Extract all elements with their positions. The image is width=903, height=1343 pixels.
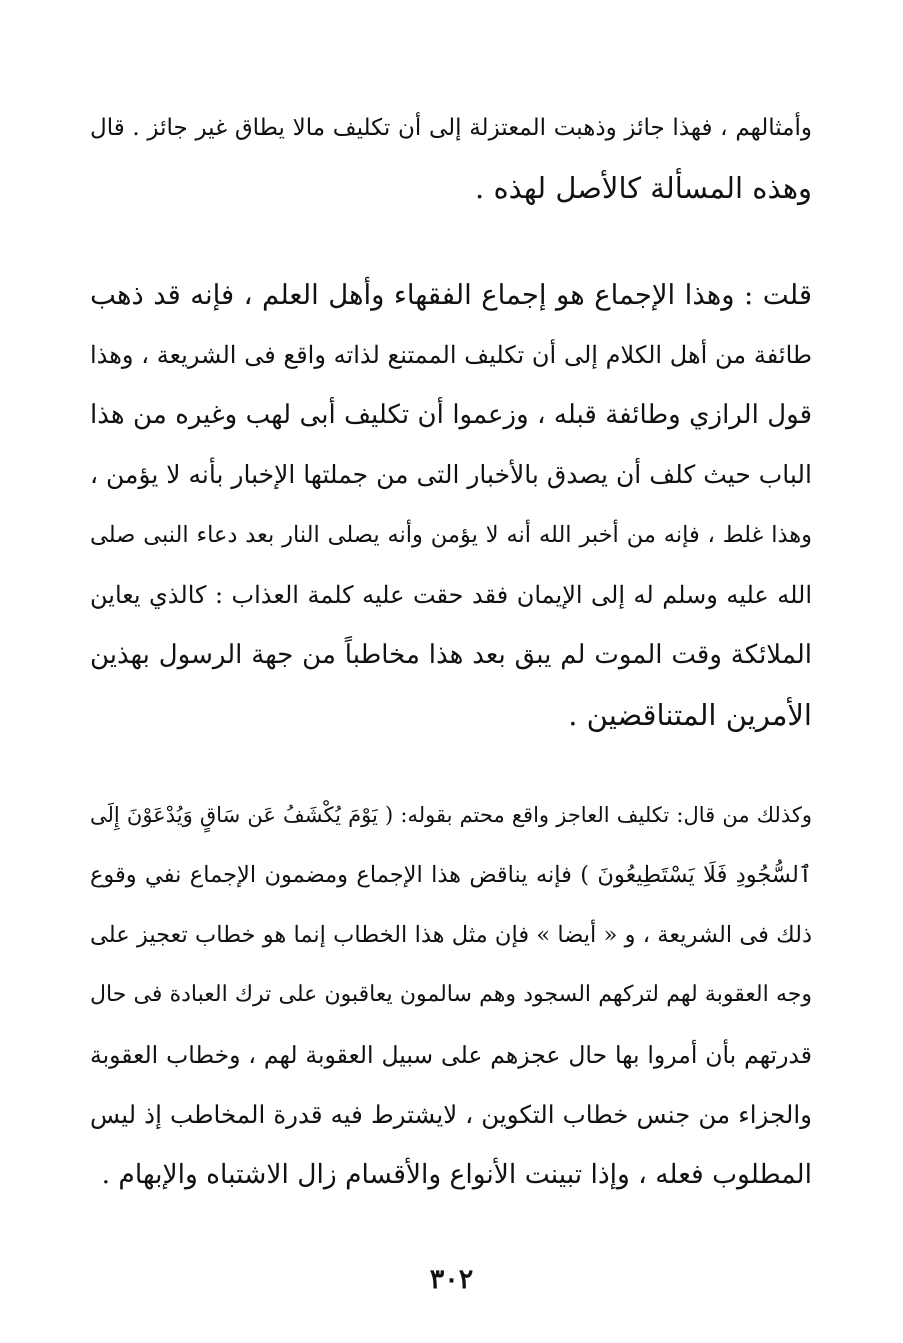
- text-line: وأمثالهم ، فهذا جائز وذهبت المعتزلة إلى أن تكليف مالا يطاق غير جائز . قال: [90, 115, 812, 141]
- paragraph-3: [90, 785, 812, 1205]
- paragraph-spacer: [90, 745, 812, 785]
- text-line: وجه العقوبة لهم لتركهم السجود وهم سالمون يعاقبون على ترك العبادة فى حال: [90, 982, 812, 1007]
- page-body: [90, 98, 812, 1205]
- paragraph-2: [90, 265, 812, 745]
- text-line: المطلوب فعله ، وإذا تبينت الأنواع والأقسام زال الاشتباه والإبهام .: [101, 1159, 812, 1190]
- text-line: الله عليه وسلم له إلى الإيمان فقد حقت عليه كلمة العذاب : كالذي يعاين: [90, 581, 812, 609]
- text-line: وهذا غلط ، فإنه من أخبر الله أنه لا يؤمن وأنه يصلى النار بعد دعاء النبى صلى: [90, 522, 812, 548]
- text-line: والجزاء من جنس خطاب التكوين ، لايشترط فيه قدرة المخاطب إذ ليس: [90, 1100, 812, 1129]
- page-number: ٣٠٢: [429, 1264, 474, 1295]
- text-line: وهذه المسألة كالأصل لهذه .: [475, 171, 812, 205]
- text-line: طائفة من أهل الكلام إلى أن تكليف الممتنع لذاته واقع فى الشريعة ، وهذا: [90, 341, 812, 369]
- text-line: قدرتهم بأن أمروا بها حال عجزهم على سبيل العقوبة لهم ، وخطاب العقوبة: [90, 1041, 812, 1069]
- text-line: الباب حيث كلف أن يصدق بالأخبار التى من جملتها الإخبار بأنه لا يؤمن ،: [90, 460, 812, 489]
- text-line: الأمرين المتناقضين .: [568, 698, 812, 732]
- paragraph-1: [90, 98, 812, 218]
- text-line: الملائكة وقت الموت لم يبق بعد هذا مخاطباً من جهة الرسول بهذين: [90, 640, 812, 670]
- text-line: قول الرازي وطائفة قبله ، وزعموا أن تكليف أبى لهب وغيره من هذا: [90, 400, 812, 430]
- text-line-with-quran-verse: ٱلسُّجُودِ فَلَا يَسْتَطِيعُونَ ) فإنه يناقض هذا الإجماع ومضمون الإجماع نفي وقوع: [90, 862, 812, 888]
- text-line: قلت : وهذا الإجماع هو إجماع الفقهاء وأهل العلم ، فإنه قد ذهب: [90, 279, 812, 311]
- paragraph-spacer: [90, 218, 812, 265]
- text-line: ذلك فى الشريعة ، و « أيضا » فإن مثل هذا الخطاب إنما هو خطاب تعجيز على: [90, 922, 812, 948]
- text-line-with-quran-verse: وكذلك من قال: تكليف العاجز واقع محتم بقوله: ( يَوْمَ يُكْشَفُ عَن سَاقٍ وَيُدْعَوْنَ إِلَى: [90, 803, 812, 827]
